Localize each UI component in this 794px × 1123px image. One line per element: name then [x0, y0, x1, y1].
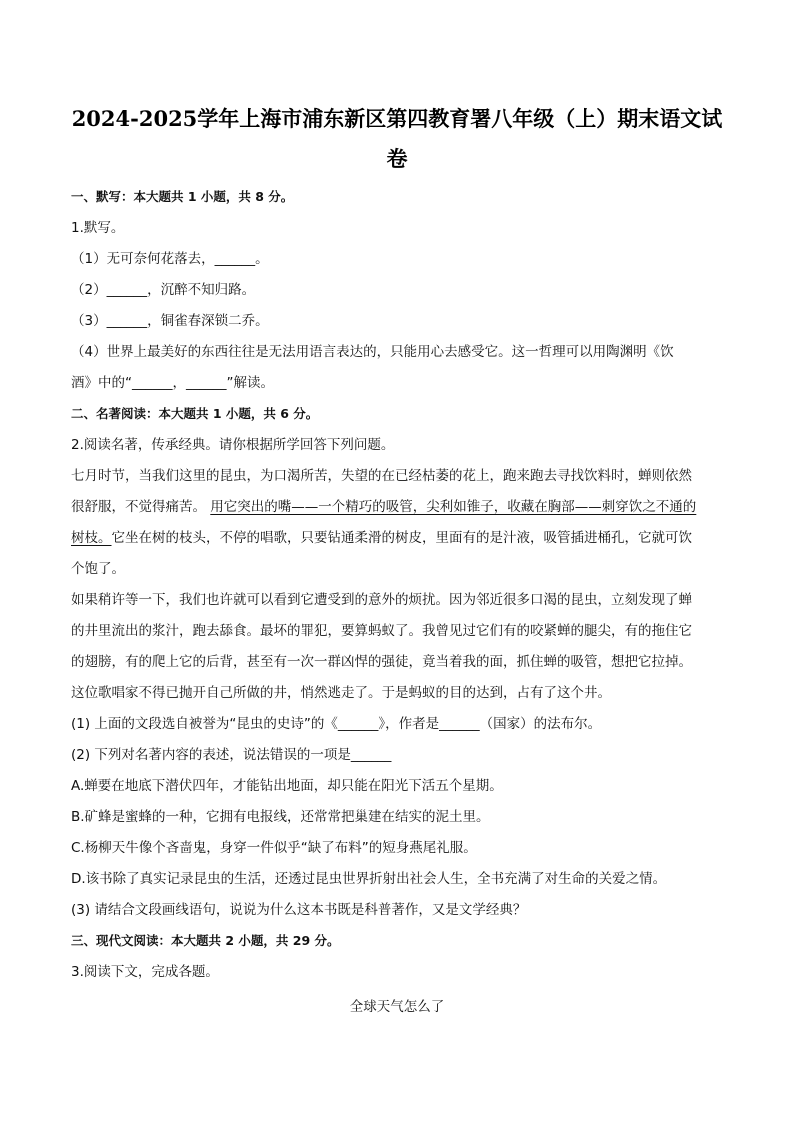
question-2-sub-1: (1) 上面的文段选自被誉为“昆虫的史诗”的《______》，作者是______（国家）的法布尔。 — [71, 716, 602, 732]
passage-line — [71, 528, 692, 548]
underlined-sentence-end: 树枝。 — [71, 530, 112, 546]
question-1-item-2: （2）______，沉醉不知归路。 — [71, 282, 256, 298]
option-a: A.蝉要在地底下潜伏四年，才能钻出地面，却只能在阳光下活五个星期。 — [71, 778, 503, 794]
question-2-sub-3: (3) 请结合文段画线语句，说说为什么这本书既是科普著作，又是文学经典？ — [71, 902, 527, 918]
question-1-item-4: （4）世界上最美好的东西往往是无法用语言表达的，只能用心去感受它。这一哲理可以用陶渊明《饮 — [71, 344, 674, 360]
passage-line: 如果稍许等一下，我们也许就可以看到它遭受到的意外的烦扰。因为邻近很多口渴的昆虫，立刻发现了蝉 — [71, 592, 692, 608]
option-d: D.该书除了真实记录昆虫的生活，还透过昆虫世界折射出社会人生，全书充满了对生命的关爱之情。 — [71, 871, 667, 887]
section-3-heading: 三、现代文阅读：本大题共 2 小题，共 29 分。 — [71, 933, 340, 948]
question-1-item-4-cont: 酒》中的“______，______”解读。 — [71, 375, 274, 391]
passage-line: 个饱了。 — [71, 561, 125, 577]
passage-title: 全球天气怎么了 — [349, 999, 445, 1015]
question-2-sub-2: (2) 下列对名著内容的表述，说法错误的一项是______ — [71, 747, 392, 763]
section-2-heading: 二、名著阅读：本大题共 1 小题，共 6 分。 — [71, 406, 319, 421]
question-1-prompt: 1.默写。 — [71, 220, 125, 236]
passage-line — [71, 497, 696, 517]
option-b: B.矿蜂是蜜蜂的一种，它拥有电报线，还常常把巢建在结实的泥土里。 — [71, 809, 490, 825]
passage-line: 七月时节，当我们这里的昆虫，为口渴所苦，失望的在已经枯萎的花上，跑来跑去寻找饮料时，蝉则依然 — [71, 468, 692, 484]
passage-line: 这位歌唱家不得已抛开自己所做的井，悄然逃走了。于是蚂蚁的目的达到，占有了这个井。 — [71, 685, 611, 701]
question-1-item-1: （1）无可奈何花落去，______。 — [71, 251, 269, 267]
option-c: C.杨柳天牛像个吝啬鬼，身穿一件似乎“缺了布料”的短身燕尾礼服。 — [71, 840, 477, 856]
exam-title-line-1: 2024-2025学年上海市浦东新区第四教育署八年级（上）期末语文试 — [71, 106, 723, 131]
question-3-prompt: 3.阅读下文，完成各题。 — [71, 964, 219, 980]
passage-line: 的井里流出的浆汁，跑去舔食。最坏的罪犯，要算蚂蚁了。我曾见过它们有的咬紧蝉的腿尖，有的拖住它 — [71, 623, 692, 639]
passage-text: 很舒服，不觉得痛苦。 — [71, 499, 206, 515]
underlined-sentence: 用它突出的嘴——一个精巧的吸管，尖利如锥子，收藏在胸部——刺穿饮之不通的 — [210, 499, 697, 515]
question-2-prompt: 2.阅读名著，传承经典。请你根据所学回答下列问题。 — [71, 437, 395, 453]
passage-text: 它坐在树的枝头，不停的唱歌，只要钻通柔滑的树皮，里面有的是汁液，吸管插进桶孔，它就可饮 — [111, 530, 692, 546]
section-1-heading: 一、默写：本大题共 1 小题，共 8 分。 — [71, 189, 294, 204]
exam-title-line-2: 卷 — [386, 146, 408, 171]
question-1-item-3: （3）______，铜雀春深锁二乔。 — [71, 313, 269, 329]
passage-line: 的翅膀，有的爬上它的后背，甚至有一次一群凶悍的强徒，竟当着我的面，抓住蝉的吸管，想把它拉掉。 — [71, 654, 692, 670]
